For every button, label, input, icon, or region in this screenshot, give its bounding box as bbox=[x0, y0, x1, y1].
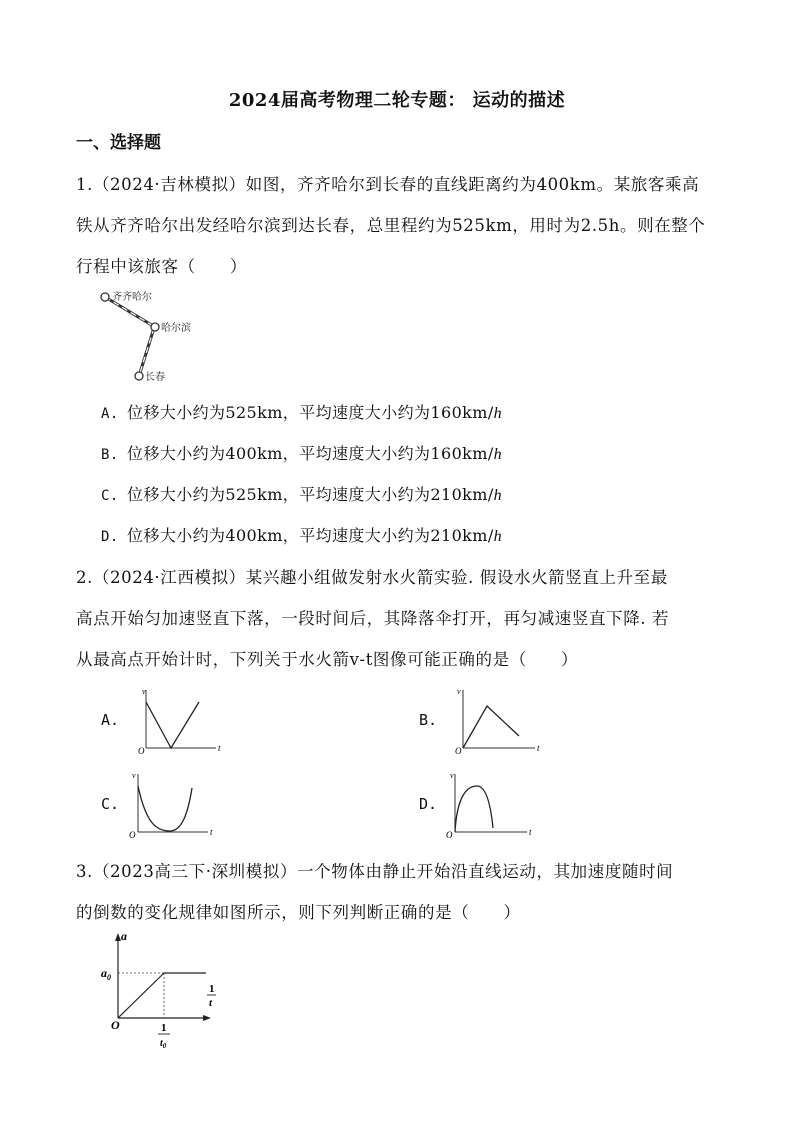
t-axis-label: t bbox=[218, 743, 221, 753]
v-axis-label: v bbox=[132, 771, 136, 780]
option-letter: B. bbox=[101, 447, 119, 463]
x-label-denominator: t bbox=[209, 997, 213, 1009]
q2-option-d-letter[interactable]: D. bbox=[419, 795, 438, 813]
a-axis-label: a bbox=[121, 929, 127, 943]
t-axis-label: t bbox=[537, 743, 540, 753]
t0-sub: 0 bbox=[162, 1042, 167, 1050]
vt-curve bbox=[455, 786, 493, 832]
q2-option-c-letter[interactable]: C. bbox=[101, 795, 120, 813]
v-axis-label: v bbox=[450, 771, 454, 780]
option-letter: A. bbox=[101, 406, 119, 422]
a0-label bbox=[101, 966, 111, 982]
q3-line-1: 3.（2023高三下·深圳模拟）一个物体由静止开始沿直线运动，其加速度随时间 bbox=[76, 862, 674, 881]
v-axis-label: v bbox=[142, 687, 146, 696]
q2-line-1: 2.（2024·江西模拟）某兴趣小组做发射水火箭实验. 假设水火箭竖直上升至最 bbox=[76, 568, 668, 587]
route-segment-2 bbox=[139, 328, 154, 376]
a0-sub: 0 bbox=[107, 973, 111, 982]
route-map bbox=[98, 286, 208, 386]
q2-graph-d[interactable] bbox=[443, 768, 543, 838]
v-axis-label: v bbox=[457, 687, 461, 696]
origin-label: O bbox=[446, 830, 453, 838]
a-curve-rising bbox=[118, 973, 164, 1018]
x-axis-arrow bbox=[203, 1015, 211, 1021]
option-letter: C. bbox=[101, 488, 119, 504]
q3-graph bbox=[98, 928, 228, 1052]
q3-line-2: 的倒数的变化规律如图所示，则下列判断正确的是（ ） bbox=[76, 903, 521, 922]
q2-option-b-letter[interactable]: B. bbox=[419, 711, 438, 729]
origin-label: O bbox=[129, 830, 136, 838]
t0-tick-numerator: 1 bbox=[161, 1022, 167, 1034]
origin-label: O bbox=[138, 746, 145, 754]
q2-option-a-letter[interactable]: A. bbox=[101, 711, 120, 729]
q2-line-3: 从最高点开始计时，下列关于水火箭v-t图像可能正确的是（ ） bbox=[76, 650, 579, 669]
option-text: 位移大小约为525km，平均速度大小约为210km/ bbox=[127, 485, 494, 504]
city-marker-2 bbox=[151, 323, 159, 331]
city-label-3: 长春 bbox=[145, 372, 165, 383]
q1-option-b[interactable] bbox=[101, 441, 502, 464]
city-marker-1 bbox=[101, 293, 109, 301]
t0-main: t bbox=[160, 1038, 163, 1049]
city-label-1: 齐齐哈尔 bbox=[112, 292, 152, 303]
q2-graph-c[interactable] bbox=[126, 768, 226, 838]
option-unit: h bbox=[493, 528, 503, 545]
page-title: 2024届高考物理二轮专题： 运动的描述 bbox=[228, 90, 566, 111]
a0-main: a bbox=[101, 966, 107, 980]
vt-curve bbox=[138, 786, 192, 831]
option-letter: D. bbox=[101, 529, 119, 545]
origin-label: O bbox=[111, 1018, 120, 1032]
vt-curve bbox=[146, 702, 199, 748]
q1-line-1: 1.（2024·吉林模拟）如图，齐齐哈尔到长春的直线距离约为400km。某旅客乘高 bbox=[76, 175, 700, 194]
q2-graph-b[interactable] bbox=[453, 684, 553, 754]
q1-line-2: 铁从齐齐哈尔出发经哈尔滨到达长春，总里程约为525km，用时为2.5h。则在整个 bbox=[76, 216, 706, 235]
origin-label: O bbox=[455, 746, 462, 754]
q1-line-3: 行程中该旅客（ ） bbox=[76, 257, 247, 276]
q1-option-d[interactable] bbox=[101, 523, 502, 546]
city-label-2: 哈尔滨 bbox=[161, 323, 191, 334]
section-heading: 一、选择题 bbox=[76, 133, 161, 153]
option-text: 位移大小约为400km，平均速度大小约为160km/ bbox=[127, 444, 494, 463]
vt-curve bbox=[463, 706, 519, 748]
q2-graph-a[interactable] bbox=[136, 684, 236, 754]
city-marker-3 bbox=[135, 372, 143, 380]
t0-tick-denominator bbox=[160, 1038, 167, 1050]
option-unit: h bbox=[493, 487, 503, 504]
t-axis-label: t bbox=[529, 827, 532, 837]
option-text: 位移大小约为525km，平均速度大小约为160km/ bbox=[127, 403, 494, 422]
q2-line-2: 高点开始匀加速竖直下落，一段时间后，其降落伞打开，再匀减速竖直下降. 若 bbox=[76, 609, 670, 628]
option-text: 位移大小约为400km，平均速度大小约为210km/ bbox=[127, 526, 494, 545]
q1-option-c[interactable] bbox=[101, 482, 502, 505]
q1-option-a[interactable] bbox=[101, 400, 502, 423]
option-unit: h bbox=[493, 446, 503, 463]
option-unit: h bbox=[493, 405, 503, 422]
t-axis-label: t bbox=[210, 827, 213, 837]
x-label-numerator: 1 bbox=[209, 983, 215, 995]
